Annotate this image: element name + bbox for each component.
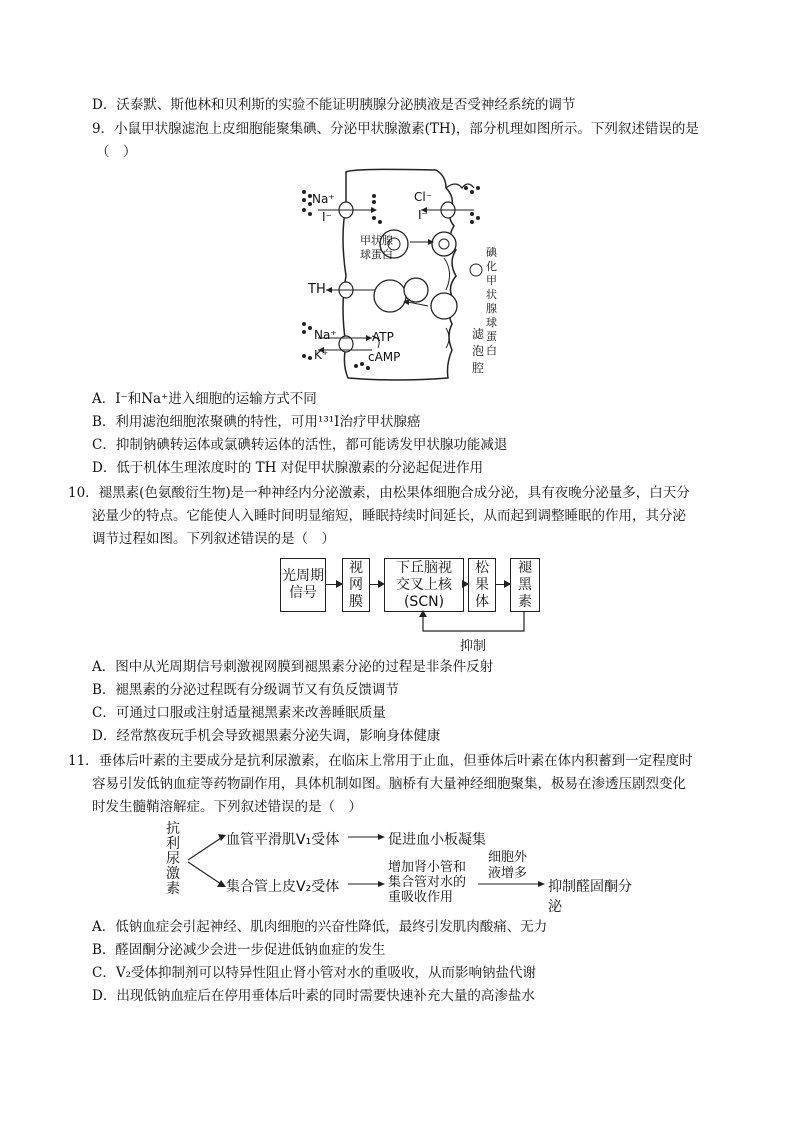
q11-figure [166,821,636,915]
platelet-label: 促进血小板凝集 [388,832,486,848]
cl-label: Cl⁻ [414,190,433,204]
inhibit-label: 抑制 [460,639,487,654]
v1-receptor-label: 血管平滑肌V₁受体 [226,832,340,848]
q10-figure [280,555,550,655]
atp-label: ATP [372,330,394,344]
q11-option-d: D．出现低钠血症后在停用垂体后叶素的同时需要快速补充大量的高渗盐水 [92,988,535,1004]
na-bottom-label: Na⁺ [314,328,337,342]
adh-label: 抗 利 尿 激 素 [166,821,180,897]
q9-stem-line2: （ ） [96,144,137,160]
q11-stem-line3: 时发生髓鞘溶解症。下列叙述错误的是（ ） [92,799,362,815]
i-left-label: I⁻ [322,210,332,224]
q11-stem-line2: 容易引发低钠血症等药物副作用，具体机制如图。脑桥有大量神经细胞聚集，极易在渗透压剧烈变化 [92,776,686,792]
k-label: K⁺ [314,348,329,362]
q10-stem-line3: 调节过程如图。下列叙述错误的是（ ） [92,531,335,547]
q10-option-a: A．图中从光周期信号刺激视网膜到褪黑素分泌的过程是非条件反射 [92,659,494,675]
na-top-label: Na⁺ [312,192,335,206]
q10-option-d: D．经常熬夜玩手机会导致褪黑素分泌失调，影响身体健康 [92,728,441,744]
th-label: TH [308,282,326,297]
i-right-label: I⁻ [418,208,428,222]
reabsorption-label: 增加肾小管和 集合管对水的 重吸收作用 [388,860,467,905]
ecf-increase-label: 细胞外 液增多 [488,850,528,881]
v2-receptor-label: 集合管上皮V₂受体 [226,879,340,895]
q9-figure [296,166,506,386]
feedback-arrow [280,555,550,655]
camp-label: cAMP [368,350,401,364]
q9-option-b: B．利用滤泡细胞浓聚碘的特性，可用¹³¹I治疗甲状腺癌 [92,414,421,430]
scn-box: 下丘脑视 交叉上核 (SCN) [384,558,464,612]
melatonin-box: 褪 黑 素 [510,558,540,612]
q10-option-b: B．褪黑素的分泌过程既有分级调节又有负反馈调节 [92,682,399,698]
thyroglobulin-label: 甲状腺 球蛋白 [360,234,393,261]
pineal-box: 松 果 体 [468,558,496,612]
q9-stem-line1: 9．小鼠甲状腺滤泡上皮细胞能聚集碘、分泌甲状腺激素(TH)，部分机理如图所示。下列叙述错误的是 [92,121,699,137]
q11-option-b: B．醛固酮分泌减少会进一步促进低钠血症的发生 [92,942,386,958]
aldosterone-label: 抑制醛固酮分泌 [548,879,632,915]
q9-option-c: C．抑制钠碘转运体或氯碘转运体的活性，都可能诱发甲状腺功能减退 [92,437,508,453]
q11-stem-line1: 11．垂体后叶素的主要成分是抗利尿激素，在临床上常用于止血，但垂体后叶素在体内积蓄到一定程度时 [68,753,693,769]
photoperiod-signal-box: 光周期 信号 [280,558,326,612]
q10-stem-line1: 10．褪黑素(色氨酸衍生物)是一种神经内分泌激素，由松果体细胞合成分泌，具有夜晚分泌量多，白天分 [68,485,690,501]
follicle-lumen-label: 滤 泡 腔 [472,327,485,375]
retina-box: 视 网 膜 [342,558,370,612]
q8-option-d: D．沃泰默、斯他林和贝利斯的实验不能证明胰腺分泌胰液是否受神经系统的调节 [92,97,576,113]
q11-option-a: A．低钠血症会引起神经、肌肉细胞的兴奋性降低，最终引发肌肉酸痛、无力 [92,919,548,935]
q9-option-a: A．I⁻和Na⁺进入细胞的运输方式不同 [92,391,317,407]
q11-option-c: C．V₂受体抑制剂可以特异性阻止肾小管对水的重吸收，从而影响钠盐代谢 [92,965,536,981]
q10-option-c: C．可通过口服或注射适量褪黑素来改善睡眠质量 [92,705,386,721]
iodinated-thyroglobulin-label: 碘化 甲状 腺球 蛋白 [486,246,497,357]
q9-option-d: D．低于机体生理浓度时的 TH 对促甲状腺激素的分泌起促进作用 [92,460,484,476]
q10-stem-line2: 泌量少的特点。它能使人入睡时间明显缩短，睡眠持续时间延长，从而起到调整睡眠的作用，其分泌 [92,508,686,524]
